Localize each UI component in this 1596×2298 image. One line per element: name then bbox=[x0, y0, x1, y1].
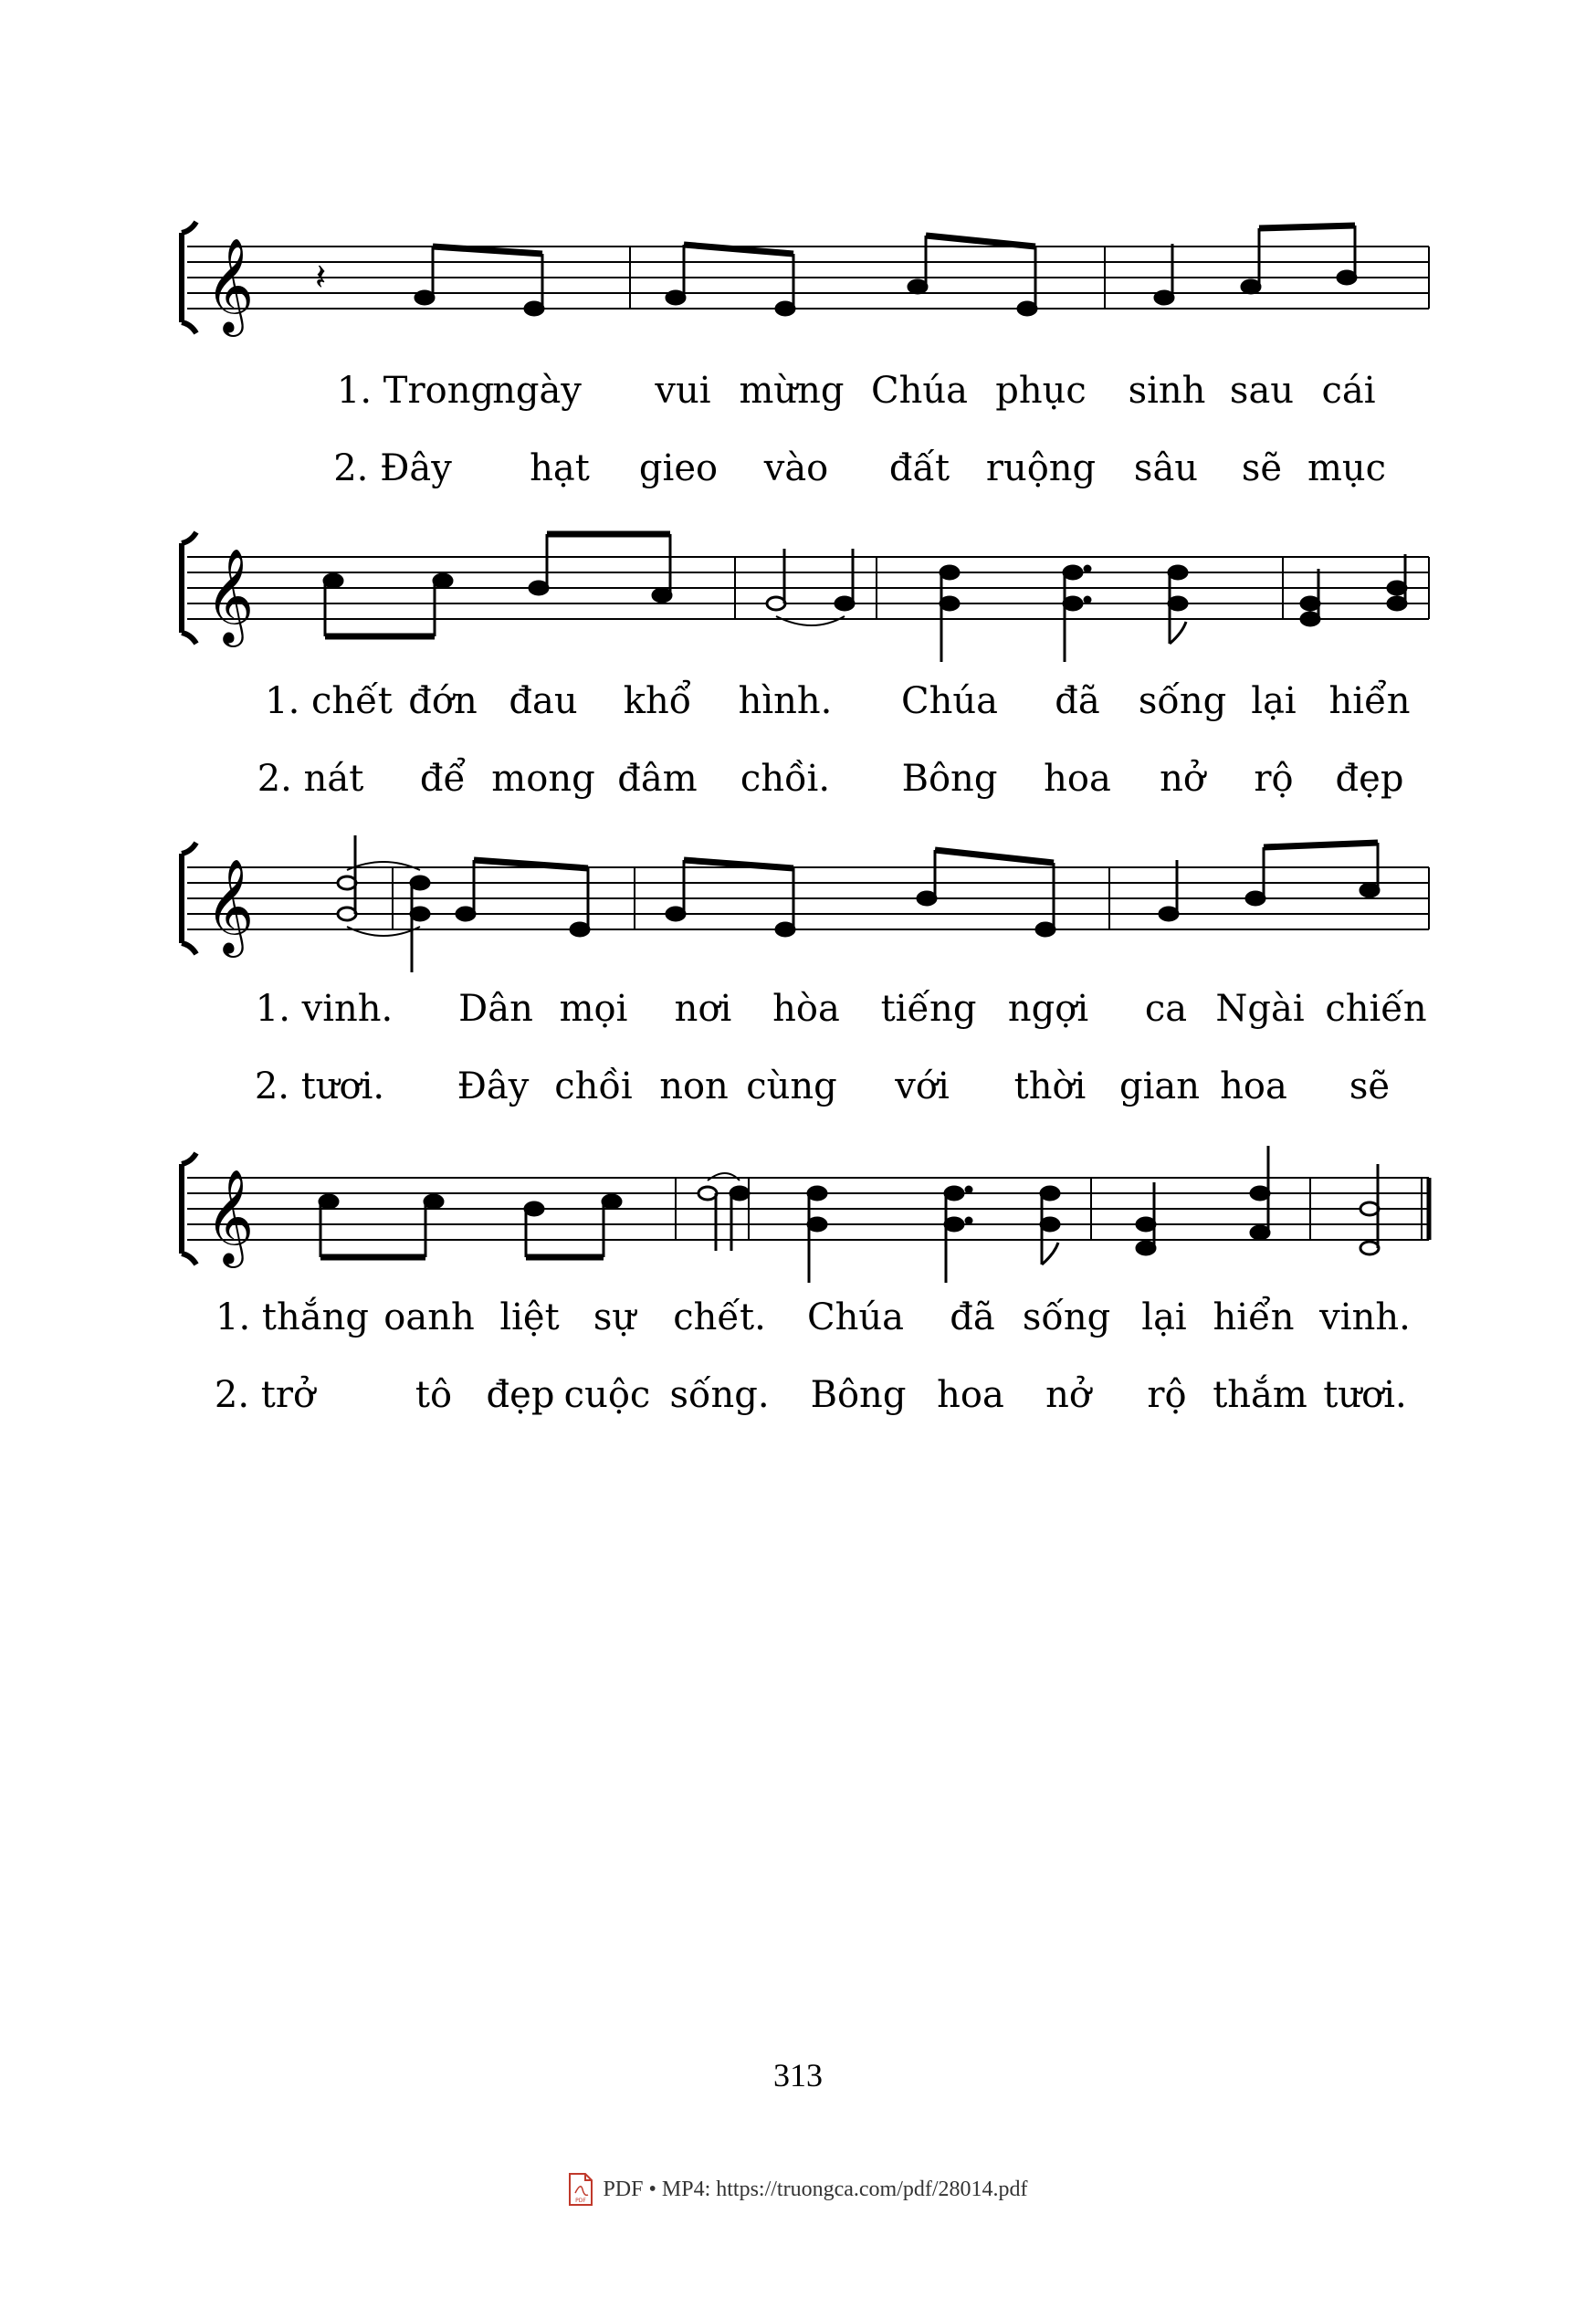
lyric-syllable: hình. bbox=[738, 680, 833, 722]
lyric-syllable: hạt bbox=[530, 447, 590, 489]
quarter-rest-icon: 𝄽 bbox=[315, 257, 327, 299]
lyric-syllable: mong bbox=[491, 758, 595, 800]
lyric-syllable: hoa bbox=[937, 1374, 1004, 1416]
lyric-syllable: sống bbox=[1138, 680, 1227, 722]
lyric-syllable: 1. thắng bbox=[215, 1296, 369, 1338]
lyric-syllable: hòa bbox=[772, 988, 840, 1030]
lyric-syllable: hiển bbox=[1213, 1296, 1295, 1338]
lyric-syllable: sẽ bbox=[1241, 447, 1283, 489]
lyric-syllable: 1. Trong bbox=[336, 370, 495, 412]
music-staff bbox=[178, 1146, 1438, 1283]
lyric-syllable: với bbox=[895, 1065, 950, 1107]
lyric-syllable: mục bbox=[1307, 447, 1387, 489]
treble-clef-icon: 𝄞 bbox=[205, 548, 255, 644]
lyric-syllable: hoa bbox=[1220, 1065, 1287, 1107]
lyric-syllable: đã bbox=[950, 1296, 995, 1338]
footer-link[interactable] bbox=[0, 2173, 1596, 2206]
pdf-file-icon bbox=[568, 2173, 593, 2206]
lyric-syllable: sau bbox=[1229, 370, 1295, 412]
lyric-syllable: Chúa bbox=[871, 370, 968, 412]
lyric-syllable: ca bbox=[1144, 988, 1188, 1030]
lyric-syllable: Dân bbox=[458, 988, 533, 1030]
lyric-syllable: đẹp bbox=[486, 1374, 555, 1416]
lyric-syllable: khổ bbox=[623, 680, 692, 722]
lyric-syllable: mọi bbox=[559, 988, 628, 1030]
lyric-line-s1-v1 bbox=[178, 370, 1456, 425]
lyric-syllable: đớn bbox=[408, 680, 478, 722]
lyric-syllable: Chúa bbox=[807, 1296, 904, 1338]
staff-system-3 bbox=[178, 835, 1438, 972]
lyric-syllable: 2. trở bbox=[214, 1374, 316, 1416]
lyric-line-s3-v1 bbox=[178, 988, 1456, 1043]
lyric-syllable: tô bbox=[415, 1374, 453, 1416]
lyric-syllable: nơi bbox=[674, 988, 732, 1030]
lyric-syllable: nở bbox=[1160, 758, 1205, 800]
music-staff bbox=[178, 215, 1438, 352]
lyric-syllable: gian bbox=[1118, 1065, 1201, 1107]
lyric-syllable: 2. Đây bbox=[333, 447, 452, 489]
lyric-syllable: 1. chết bbox=[265, 680, 393, 722]
music-staff bbox=[178, 835, 1438, 972]
lyric-syllable: ruộng bbox=[985, 447, 1097, 489]
lyric-syllable: Chúa bbox=[901, 680, 998, 722]
lyric-syllable: đẹp bbox=[1335, 758, 1404, 800]
lyric-syllable: rộ bbox=[1254, 758, 1294, 800]
lyric-syllable: sẽ bbox=[1349, 1065, 1391, 1107]
lyric-syllable: 1. vinh. bbox=[255, 988, 394, 1030]
lyric-syllable: chết. bbox=[673, 1296, 766, 1338]
lyric-syllable: tiếng bbox=[880, 988, 977, 1030]
lyric-syllable: chồi bbox=[554, 1065, 633, 1107]
footer-text: PDF • MP4: https://truongca.com/pdf/28014.pdf bbox=[603, 2177, 1028, 2201]
lyric-syllable: sâu bbox=[1133, 447, 1199, 489]
lyric-syllable: đau bbox=[509, 680, 578, 722]
lyric-syllable: oanh bbox=[383, 1296, 475, 1338]
lyric-syllable: rộ bbox=[1147, 1374, 1187, 1416]
lyric-syllable: sự bbox=[593, 1296, 636, 1338]
lyric-syllable: liệt bbox=[499, 1296, 560, 1338]
lyric-syllable: Bông bbox=[810, 1374, 907, 1416]
lyric-syllable: vào bbox=[763, 447, 829, 489]
lyric-syllable: Ngài bbox=[1215, 988, 1305, 1030]
treble-clef-icon: 𝄞 bbox=[205, 1169, 255, 1264]
lyric-syllable: đã bbox=[1055, 680, 1100, 722]
treble-clef-icon: 𝄞 bbox=[205, 237, 255, 333]
lyric-line-s2-v1 bbox=[178, 680, 1456, 735]
lyric-syllable: vui bbox=[655, 370, 711, 412]
lyric-syllable: Đây bbox=[457, 1065, 530, 1107]
lyric-syllable: phục bbox=[995, 370, 1087, 412]
lyric-syllable: mừng bbox=[739, 370, 845, 412]
lyric-line-s4-v1 bbox=[178, 1296, 1456, 1351]
lyric-syllable: gieo bbox=[638, 447, 719, 489]
lyric-syllable: Bông bbox=[901, 758, 998, 800]
lyric-syllable: ngày bbox=[492, 370, 582, 412]
lyric-syllable: chồi. bbox=[740, 758, 831, 800]
lyric-syllable: ngợi bbox=[1007, 988, 1089, 1030]
lyric-syllable: nở bbox=[1045, 1374, 1091, 1416]
lyric-syllable: đất bbox=[888, 447, 950, 489]
lyric-syllable: lại bbox=[1251, 680, 1297, 722]
lyric-syllable: đâm bbox=[617, 758, 698, 800]
lyric-syllable: 2. tươi. bbox=[254, 1065, 385, 1107]
lyric-syllable: thời bbox=[1013, 1065, 1087, 1107]
lyric-syllable: lại bbox=[1141, 1296, 1187, 1338]
staff-system-4 bbox=[178, 1146, 1438, 1283]
lyric-line-s2-v2 bbox=[178, 758, 1456, 813]
lyric-line-s4-v2 bbox=[178, 1374, 1456, 1429]
lyric-syllable: thắm bbox=[1213, 1374, 1307, 1416]
lyric-syllable: hiển bbox=[1328, 680, 1411, 722]
lyric-syllable: tươi. bbox=[1323, 1374, 1407, 1416]
lyric-syllable: cái bbox=[1321, 370, 1376, 412]
page-number: 313 bbox=[773, 2057, 823, 2093]
lyric-syllable: sống bbox=[1022, 1296, 1111, 1338]
lyric-syllable: cuộc bbox=[563, 1374, 651, 1416]
lyric-syllable: cùng bbox=[746, 1065, 837, 1107]
lyric-line-s3-v2 bbox=[178, 1065, 1456, 1120]
staff-system-1 bbox=[178, 215, 1438, 352]
staff-system-2 bbox=[178, 525, 1438, 662]
lyric-line-s1-v2 bbox=[178, 447, 1456, 502]
svg-text:PDF: PDF bbox=[575, 2198, 587, 2204]
lyric-syllable: 2. nát bbox=[257, 758, 364, 800]
lyric-syllable: non bbox=[659, 1065, 729, 1107]
treble-clef-icon: 𝄞 bbox=[205, 858, 255, 954]
lyric-syllable: sống. bbox=[669, 1374, 770, 1416]
music-staff bbox=[178, 525, 1438, 662]
lyric-syllable: vinh. bbox=[1319, 1296, 1411, 1338]
lyric-syllable: sinh bbox=[1128, 370, 1206, 412]
lyric-syllable: hoa bbox=[1044, 758, 1111, 800]
lyric-syllable: chiến bbox=[1325, 988, 1427, 1030]
lyric-syllable: để bbox=[419, 758, 467, 800]
